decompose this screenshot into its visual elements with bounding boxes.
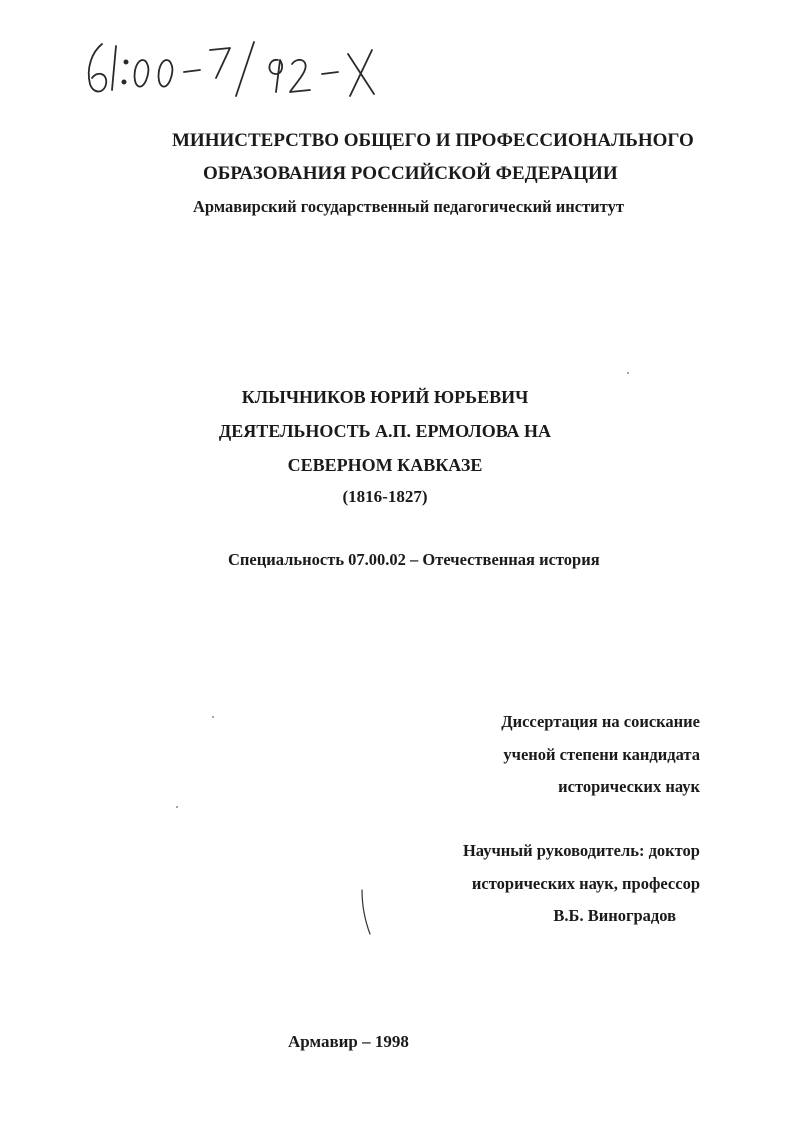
scan-speck <box>212 716 214 718</box>
title-line-1: ДЕЯТЕЛЬНОСТЬ А.П. ЕРМОЛОВА НА <box>218 421 552 441</box>
dissertation-line-2: ученой степени кандидата <box>503 745 700 764</box>
supervisor-line-1: Научный руководитель: доктор <box>462 841 700 860</box>
title-years: (1816-1827) <box>342 487 428 506</box>
specialty-line: Специальность 07.00.02 – Отечественная история <box>228 550 600 569</box>
pen-stroke-mark <box>356 888 376 938</box>
institute-name: Армавирский государственный педагогический институт <box>193 197 624 216</box>
handwritten-archive-mark <box>82 38 392 100</box>
author-name: КЛЫЧНИКОВ ЮРИЙ ЮРЬЕВИЧ <box>241 387 529 407</box>
ministry-line-2: ОБРАЗОВАНИЯ РОССИЙСКОЙ ФЕДЕРАЦИИ <box>203 163 618 184</box>
city-year: Армавир – 1998 <box>288 1032 409 1051</box>
ministry-line-1: МИНИСТЕРСТВО ОБЩЕГО И ПРОФЕССИОНАЛЬНОГО <box>172 130 694 151</box>
scan-speck <box>627 372 629 374</box>
title-line-2: СЕВЕРНОМ КАВКАЗЕ <box>287 455 483 475</box>
dissertation-line-3: исторических наук <box>558 777 700 796</box>
supervisor-name: В.Б. Виноградов <box>553 906 676 925</box>
scan-speck <box>176 806 178 808</box>
supervisor-line-2: исторических наук, профессор <box>471 874 700 893</box>
dissertation-line-1: Диссертация на соискание <box>501 712 700 731</box>
